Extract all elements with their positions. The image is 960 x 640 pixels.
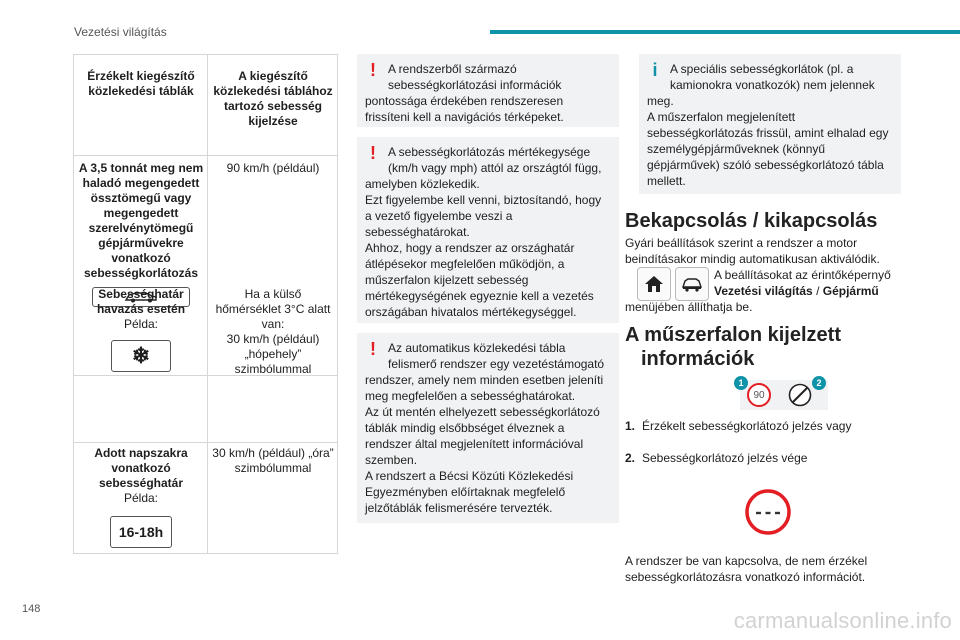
- warning-note: ! Az automatikus közlekedési tábla felismerő rendszer egy vezetéstámogató rendszer, amely nem minden esetben jeleníti meg megfelelően a sebességhatárokat. Az út mentén elhelyezett sebességkorlátozó táblák mindig elsőbbséget élveznek a rendszer által megjelenített információval szemben. A rendszert a Bécsi Közúti Közlekedési Egyezményben előírtaknak megfelelő jelzőtáblák felismerésére tervezték.: [357, 333, 619, 523]
- callout-badge-1: 1: [734, 376, 748, 390]
- speed-limit-sign: 90: [747, 383, 771, 407]
- header-accent-bar: [490, 30, 960, 34]
- table-row: Adott napszakra vonatkozó sebességhatár Példa: 16-18h: [78, 446, 204, 548]
- callout-badge-2: 2: [812, 376, 826, 390]
- watermark: carmanualsonline.info: [733, 608, 952, 633]
- section-title-onoff: Bekapcsolás / kikapcsolás: [625, 210, 878, 232]
- settings-icons: [637, 267, 709, 301]
- page-number: 148: [22, 603, 41, 615]
- settings-instruction: A beállításokat az érintőképernyő Vezetési világítás / Gépjármű: [714, 268, 891, 298]
- section-text-onoff: Gyári beállítások szerint a rendszer a motor beindításakor mindig automatikusan aktiválódik.: [625, 236, 880, 266]
- end-of-limit-sign: [788, 383, 812, 412]
- traffic-sign-table: [73, 54, 338, 554]
- warning-note: ! A sebességkorlátozás mértékegysége (km/h vagy mph) attól az országtól függ, amelyben közlekedik. Ezt figyelembe kell venni, biztosítandó, hogy a vezető figyelembe veszi a sebességhatárokat. Ahhoz, hogy a rendszer az országhatár átlépésekor megfelelően működjön, a műszerfalon kijelzett sebesség mértékegységének egyeznie kell a vezetés országában hivatalos mértékegységgel.: [357, 137, 619, 323]
- list-item: 2. Sebességkorlátozó jelzés vége: [625, 451, 808, 465]
- car-settings-icon: [675, 267, 709, 301]
- section-title-display: A műszerfalon kijelzett információk: [625, 324, 841, 370]
- table-row: Sebességhatár havazás esetén Példa: ❄: [78, 287, 204, 372]
- display-illustration: [740, 380, 828, 410]
- table-header-right: A kiegészítő közlekedési táblához tartozó sebesség kijelzése: [213, 69, 333, 128]
- table-row: A 3,5 tonnát meg nem haladó megengedett össztömegű vagy megengedett szerelvénytömegű gépjárművekre vonatkozó sebességkorlátozás: [78, 161, 204, 307]
- snowflake-icon: ❄: [111, 340, 171, 372]
- no-limit-sign: [744, 488, 792, 541]
- warning-note: ! A rendszerből származó sebességkorlátozási információk pontossága érdekében rendszeresen frissíteni kell a navigációs térképeket.: [357, 54, 619, 127]
- table-cell-speed: 90 km/h (például): [226, 161, 320, 175]
- list-item: 1. Érzékelt sebességkorlátozó jelzés vagy: [625, 419, 852, 433]
- settings-instruction-end: menüjében állíthatja be.: [625, 300, 753, 314]
- info-note: i A speciális sebességkorlátok (pl. a kamionokra vonatkozók) nem jelennek meg. A műszerfalon megjelenített sebességkorlátozás frissül, amint elhalad egy személygépjárműveknek (könnyű gépjárművek) szóló sebességkorlátozó tábla mellett.: [639, 54, 901, 194]
- warning-icon: !: [370, 60, 376, 80]
- home-icon: [637, 267, 671, 301]
- table-cell-speed: 30 km/h (például) „óra” szimbólummal: [212, 446, 334, 475]
- info-icon: i: [652, 60, 658, 80]
- warning-icon: !: [370, 339, 376, 359]
- status-text: A rendszer be van kapcsolva, de nem érzékel sebességkorlátozásra vonatkozó információt.: [625, 554, 868, 584]
- table-header-left: Érzékelt kiegészítő közlekedési táblák: [87, 69, 195, 98]
- table-cell-speed: Ha a külső hőmérséklet 3°C alatt van: 30 km/h (például) „hópehely” szimbólummal: [215, 287, 331, 376]
- time-sign: 16-18h: [110, 516, 172, 548]
- warning-icon: !: [370, 143, 376, 163]
- running-header: Vezetési világítás: [74, 25, 167, 39]
